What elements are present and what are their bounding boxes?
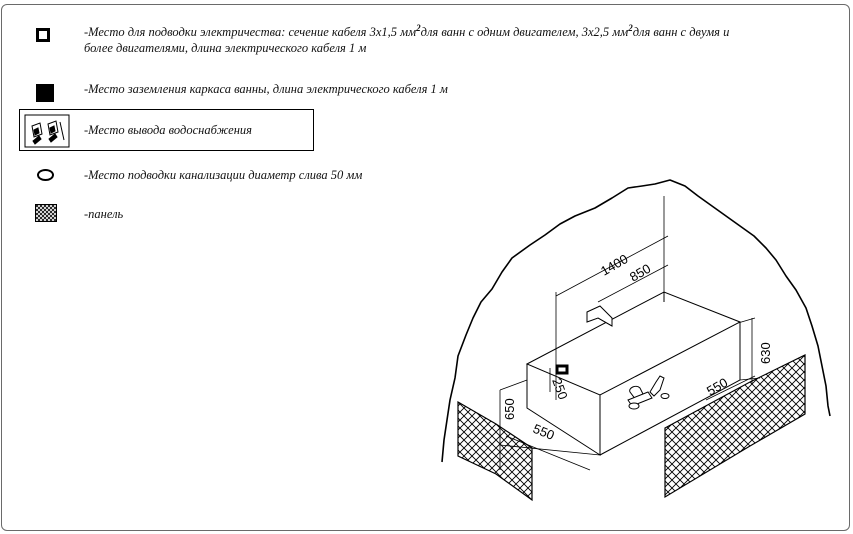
dim-width-left: 550: [530, 420, 557, 443]
legend-electric-sup1: 2: [416, 23, 421, 33]
legend-electric-line2: более двигателями, длина электрического кабеля 1 м: [84, 41, 367, 56]
dim-outlet-height: 250: [549, 375, 571, 402]
dim-length-total: 1400: [598, 251, 631, 279]
water-outlet: [587, 306, 612, 326]
electric-outlet: [556, 365, 568, 374]
faucet-fixture: [628, 376, 669, 409]
legend-electric-line1b: для ванн с одним двигателем, 3х2,5 мм: [420, 25, 629, 40]
legend-electric-sup2: 2: [628, 23, 633, 33]
legend-electric-line1c: для ванн с двумя и: [632, 25, 730, 40]
right-panel: [665, 355, 805, 497]
dim-height: 630: [758, 342, 773, 364]
dim-ground-height: 650: [502, 398, 517, 420]
legend-ground-text: -Место заземления каркаса ванны, длина электрического кабеля 1 м: [84, 82, 448, 96]
dim-length-inner: 850: [627, 260, 654, 285]
legend-water-text: -Место вывода водоснабжения: [84, 123, 252, 137]
dim-width-right: 550: [704, 374, 731, 399]
legend-drain-text: -Место подводки канализации диаметр слива 50 мм: [84, 168, 363, 182]
legend-panel-text: -панель: [84, 207, 124, 221]
left-panel: [458, 402, 532, 500]
legend-electric-line1: -Место для подводки электричества: сечение кабеля 3х1,5 мм: [84, 25, 417, 40]
